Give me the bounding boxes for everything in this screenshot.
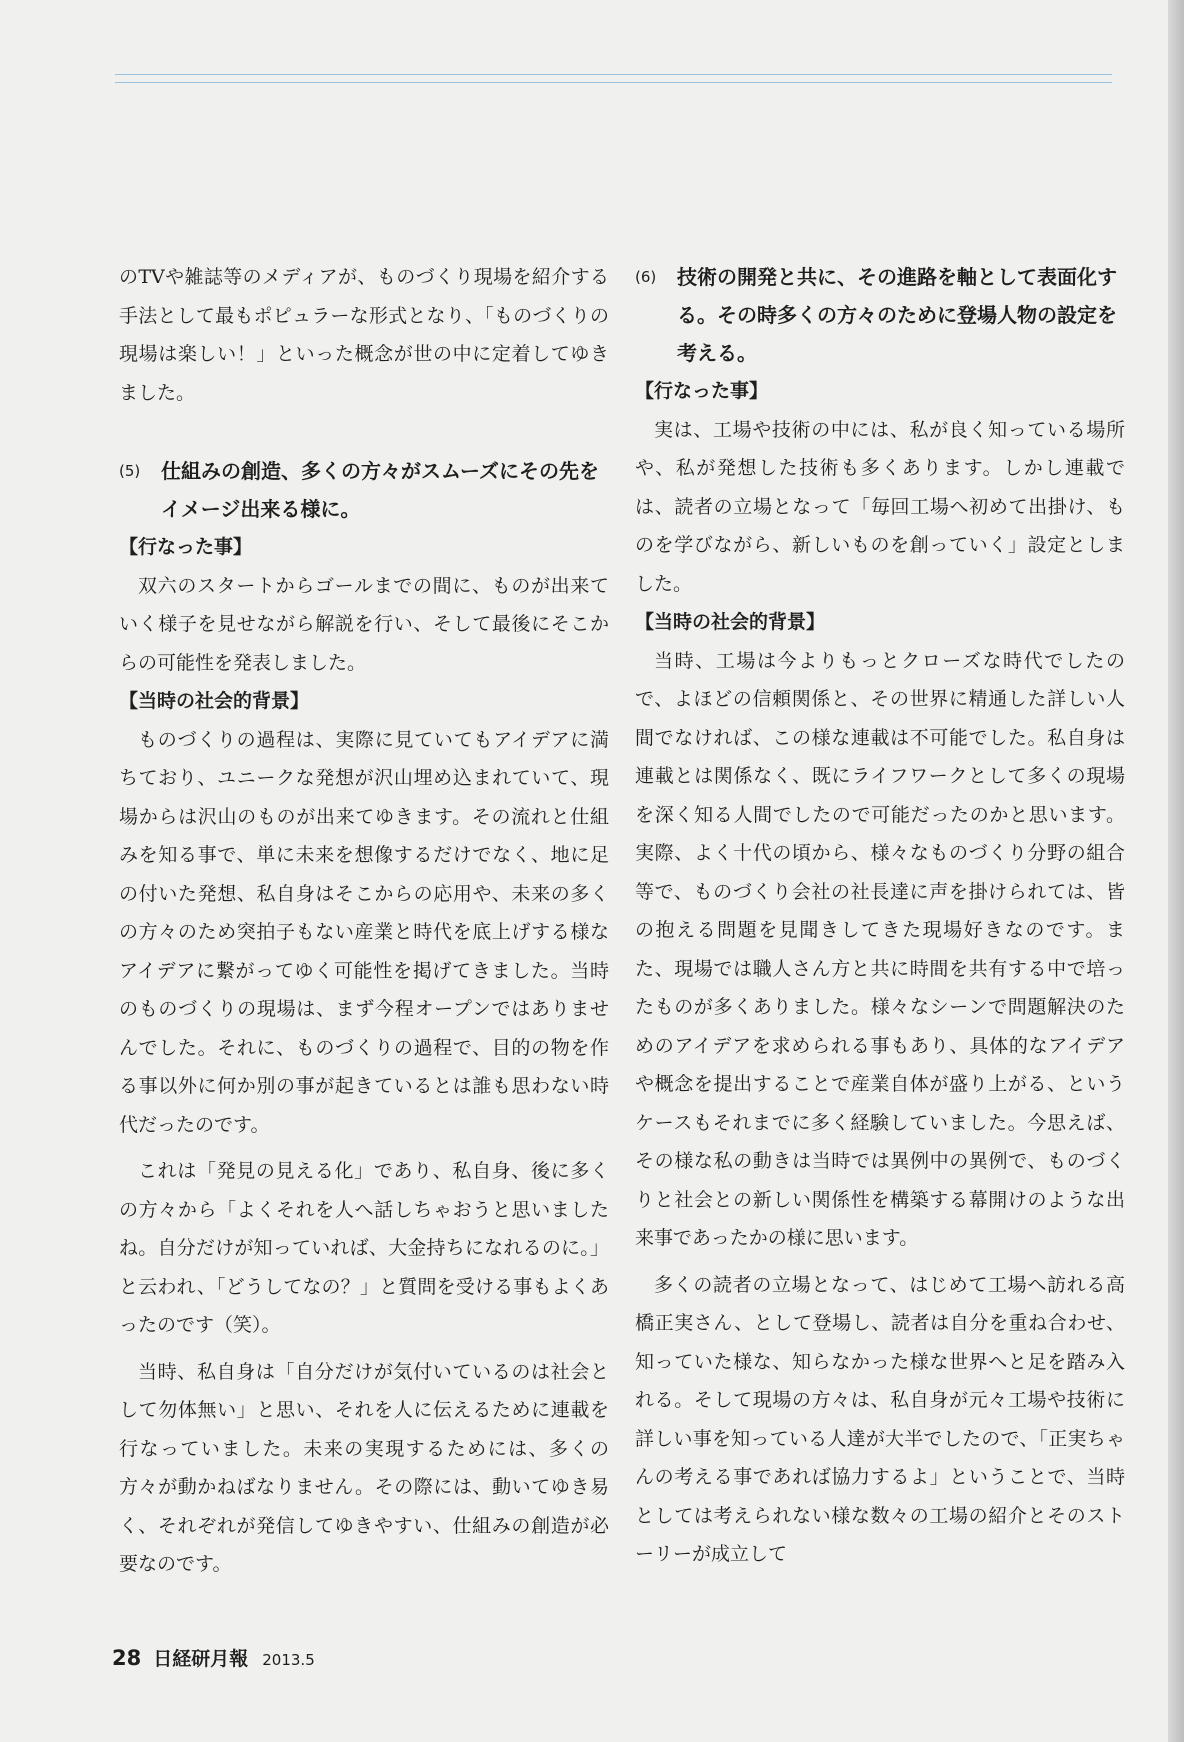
right-column <box>635 258 1125 1574</box>
page-number: 28 <box>112 1646 142 1670</box>
section6-background-text: 当時、工場は今よりもっとクローズな時代でしたので、よほどの信頼関係と、その世界に精通した詳しい人間でなければ、この様な連載は不可能でした。私自身は連載とは関係なく、既にライフワークとして多くの現場を深く知る人間でしたので可能だったのかと思います。実際、よく十代の頃から、様々なものづくり分野の組合等で、ものづくり会社の社長達に声を掛けられては、皆の抱える問題を見聞きしてきた現場好きなのです。また、現場では職人さん方と共に時間を共有する中で培ったものが多くありました。様々なシーンで問題解決のためのアイデアを求められる事もあり、具体的なアイデアや概念を提出することで産業自体が盛り上がる、というケースもそれまでに多く経験していました。今思えば、その様な私の動きは当時では異例中の異例で、ものづくりと社会との新しい関係性を構築する幕開けのような出来事であったかの様に思います。 <box>635 649 1125 1249</box>
publication-title: 日経研月報 <box>153 1648 249 1670</box>
intro-paragraph: のTVや雑誌等のメディアが、ものづくり現場を紹介する手法として最もポピュラーな形式となり、「ものづくりの現場は楽しい！」といった概念が世の中に定着してゆきました。 <box>119 266 609 404</box>
section6-heading-text: 技術の開発と共に、その進路を軸として表面化する。その時多くの方々のために登場人物の設定を考える。 <box>677 265 1117 365</box>
section5-heading <box>119 452 609 528</box>
section5-paragraph-3: 当時、私自身は「自分だけが気付いているのは社会として勿体無い」と思い、それを人に伝えるために連載を行なっていました。未来の実現するためには、多くの方々が動かねばなりません。その際には、動いてゆき易く、それぞれが発信してゆきやすい、仕組みの創造が必要なのです。 <box>119 1360 609 1575</box>
section6-heading <box>635 258 1125 372</box>
section6-background-label: 【当時の社会的背景】 <box>635 611 826 633</box>
issue-date: 2013.5 <box>262 1651 315 1669</box>
section6-paragraph-2: 多くの読者の立場となって、はじめて工場へ訪れる高橋正実さん、として登場し、読者は自分を重ね合わせ、知っていた様な、知らなかった様な世界へと足を踏み入れる。そして現場の方々は、私自身が元々工場や技術に詳しい事を知っている人達が大半でしたので、「正実ちゃんの考える事であれば協力するよ」ということで、当時としては考えられない様な数々の工場の紹介とそのストーリーが成立して <box>635 1273 1125 1565</box>
section5-done-text: 双六のスタートからゴールまでの間に、ものが出来ていく様子を見せながら解説を行い、そして最後にそこからの可能性を発表しました。 <box>119 574 609 674</box>
left-column <box>119 258 609 1584</box>
section5-paragraph-2: これは「発見の見える化」であり、私自身、後に多くの方々から「よくそれを人へ話しちゃおうと思いましたね。自分だけが知っていれば、大金持ちになれるのに。」と云われ、「どうしてなの？」と質問を受ける事もよくあったのです（笑）。 <box>119 1160 609 1336</box>
header-rule <box>115 74 1112 83</box>
section5-background-text: ものづくりの過程は、実際に見ていてもアイデアに満ちており、ユニークな発想が沢山埋め込まれていて、現場からは沢山のものが出来てゆきます。その流れと仕組みを知る事で、単に未来を想像するだけでなく、地に足の付いた発想、私自身はそこからの応用や、未来の多くの方々のため突拍子もない産業と時代を底上げする様なアイデアに繋がってゆく可能性を掲げてきました。当時のものづくりの現場は、まず今程オープンではありませんでした。それに、ものづくりの過程で、目的の物を作る事以外に何か別の事が起きているとは誰も思わない時代だったのです。 <box>119 728 609 1136</box>
section5-background-label: 【当時の社会的背景】 <box>119 690 310 712</box>
section5-done-label: 【行なった事】 <box>119 536 253 558</box>
section5-heading-text: 仕組みの創造、多くの方々がスムーズにその先をイメージ出来る様に。 <box>161 459 599 521</box>
section5-number: (5) <box>119 462 141 480</box>
section6-done-label: 【行なった事】 <box>635 380 769 402</box>
section6-done-text: 実は、工場や技術の中には、私が良く知っている場所や、私が発想した技術も多くあります。しかし連載では、読者の立場となって「毎回工場へ初めて出掛け、ものを学びながら、新しいものを創っていく」設定としました。 <box>635 418 1125 595</box>
page-edge <box>1168 0 1184 1742</box>
section6-number: (6) <box>635 268 657 286</box>
page-footer <box>112 1644 315 1671</box>
